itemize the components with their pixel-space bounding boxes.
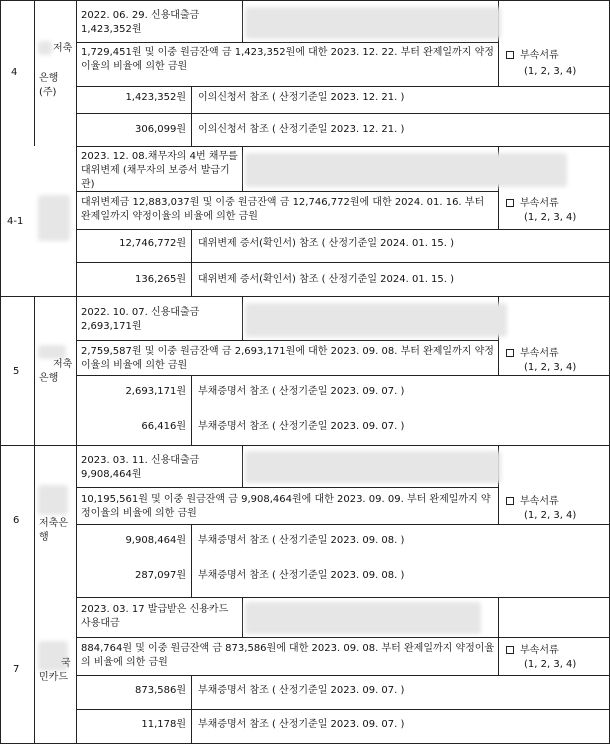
- interest-amount: 306,099원: [134, 124, 186, 135]
- creditor-name: 행: [39, 532, 49, 543]
- loan-amount: 9,908,464원: [81, 469, 142, 480]
- attachment-numbers: (1, 2, 3, 4): [524, 362, 577, 373]
- principal-amount: 2,693,171원: [125, 386, 186, 397]
- claim-description: 1,729,451원 및 이중 원금잔액 금 1,423,352원에 대한 2023. 12. 22. 부터 완제일까지 약정이율의 비율에 의한 금원: [81, 47, 494, 72]
- interest-amount: 11,178원: [141, 719, 186, 730]
- checkbox-icon: [506, 199, 514, 207]
- loan-amount: 2,693,171원: [81, 321, 142, 332]
- checkbox-icon: [506, 51, 514, 59]
- redacted-block: [38, 195, 70, 241]
- loan-date: 2023. 03. 11. 신용대출금: [81, 455, 200, 466]
- principal-amount: 873,586원: [134, 685, 186, 696]
- checkbox-icon: [506, 646, 514, 654]
- claim-description: 884,764원 및 이중 원금잔액 금 873,586원에 대한 2023. 09. 08. 부터 완제일까지 약정이율의 비율에 의한 금원: [81, 643, 495, 668]
- claim-description: 대위변제금 12,883,037원 및 이중 원금잔액 금 12,746,772원에 대한 2024. 01. 16. 부터 완제일까지 약정이율의 비율에 의한 금원: [81, 197, 485, 222]
- attachment-numbers: (1, 2, 3, 4): [524, 66, 577, 77]
- attachment-label: 부속서류: [520, 645, 559, 656]
- loan-date: 2022. 06. 29. 신용대출금: [81, 10, 200, 21]
- creditor-name: 은행: [39, 373, 59, 384]
- attachment-numbers: (1, 2, 3, 4): [524, 510, 577, 521]
- row-number: 4-1: [7, 216, 24, 227]
- creditor-name: 저축: [53, 43, 73, 54]
- loan-date: 2022. 10. 07. 신용대출금: [81, 307, 200, 318]
- redacted-block: [245, 451, 501, 483]
- attachment-checkbox[interactable]: [506, 495, 559, 509]
- interest-reference: 부채증명서 참조 ( 산정기준일 2023. 09. 07. ): [198, 719, 405, 730]
- principal-reference: 부채증명서 참조 ( 산정기준일 2023. 09. 07. ): [198, 386, 405, 397]
- attachment-label: 부속서류: [520, 50, 559, 61]
- attachment-label: 부속서류: [520, 348, 559, 359]
- creditor-name: (주): [39, 87, 57, 98]
- principal-reference: 대위변제 증서(확인서) 참조 ( 산정기준일 2024. 01. 15. ): [198, 238, 455, 249]
- redacted-block: [245, 602, 481, 634]
- interest-amount: 136,265원: [134, 274, 186, 285]
- creditor-name: 국: [61, 658, 71, 669]
- creditor-name: 민카드: [39, 672, 68, 683]
- row-number: 5: [13, 366, 20, 377]
- attachment-checkbox[interactable]: [506, 49, 559, 63]
- principal-amount: 1,423,352원: [125, 92, 186, 103]
- attachment-checkbox[interactable]: [506, 197, 559, 211]
- redacted-block: [38, 41, 52, 55]
- attachment-label: 부속서류: [520, 198, 559, 209]
- principal-reference: 부채증명서 참조 ( 산정기준일 2023. 09. 07. ): [198, 685, 405, 696]
- row-number: 7: [13, 664, 20, 675]
- loan-date: 2023. 03. 17 발급받은 신용카드 사용대금: [81, 604, 229, 629]
- principal-reference: 부채증명서 참조 ( 산정기준일 2023. 09. 08. ): [198, 535, 405, 546]
- loan-date: 2023. 12. 08.채무자의 4번 채무를 대위변제 (채무자의 보증서 발급기관): [81, 151, 238, 190]
- attachment-checkbox[interactable]: [506, 347, 559, 361]
- attachment-numbers: (1, 2, 3, 4): [524, 659, 577, 670]
- claim-description: 2,759,587원 및 이중 원금잔액 금 2,693,171원에 대한 2023. 09. 08. 부터 완제일까지 약정이율의 비율에 의한 금원: [81, 346, 494, 371]
- redacted-block: [245, 153, 567, 187]
- interest-amount: 66,416원: [141, 421, 186, 432]
- principal-amount: 9,908,464원: [125, 535, 186, 546]
- loan-amount: 1,423,352원: [81, 24, 142, 35]
- attachment-numbers: (1, 2, 3, 4): [524, 212, 577, 223]
- creditor-name: 저축은: [39, 518, 68, 529]
- creditor-name: 저축: [53, 359, 73, 370]
- principal-amount: 12,746,772원: [119, 238, 186, 249]
- principal-reference: 이의신청서 참조 ( 산정기준일 2023. 12. 21. ): [198, 92, 405, 103]
- redacted-block: [245, 303, 507, 337]
- interest-reference: 이의신청서 참조 ( 산정기준일 2023. 12. 21. ): [198, 124, 405, 135]
- interest-reference: 부채증명서 참조 ( 산정기준일 2023. 09. 08. ): [198, 570, 405, 581]
- creditor-name: 은행: [39, 73, 59, 84]
- row-number: 4: [11, 67, 18, 78]
- redacted-block: [245, 7, 501, 39]
- row-number: 6: [13, 515, 20, 526]
- attachment-label: 부속서류: [520, 496, 559, 507]
- interest-reference: 부채증명서 참조 ( 산정기준일 2023. 09. 07. ): [198, 421, 405, 432]
- interest-amount: 287,097원: [134, 570, 186, 581]
- attachment-checkbox[interactable]: [506, 644, 559, 658]
- claim-description: 10,195,561원 및 이중 원금잔액 금 9,908,464원에 대한 2023. 09. 09. 부터 완제일까지 약정이율의 비율에 의한 금원: [81, 494, 491, 519]
- interest-reference: 대위변제 증서(확인서) 참조 ( 산정기준일 2024. 01. 15. ): [198, 274, 455, 285]
- redacted-block: [38, 345, 66, 359]
- checkbox-icon: [506, 497, 514, 505]
- checkbox-icon: [506, 349, 514, 357]
- redacted-block: [38, 485, 68, 515]
